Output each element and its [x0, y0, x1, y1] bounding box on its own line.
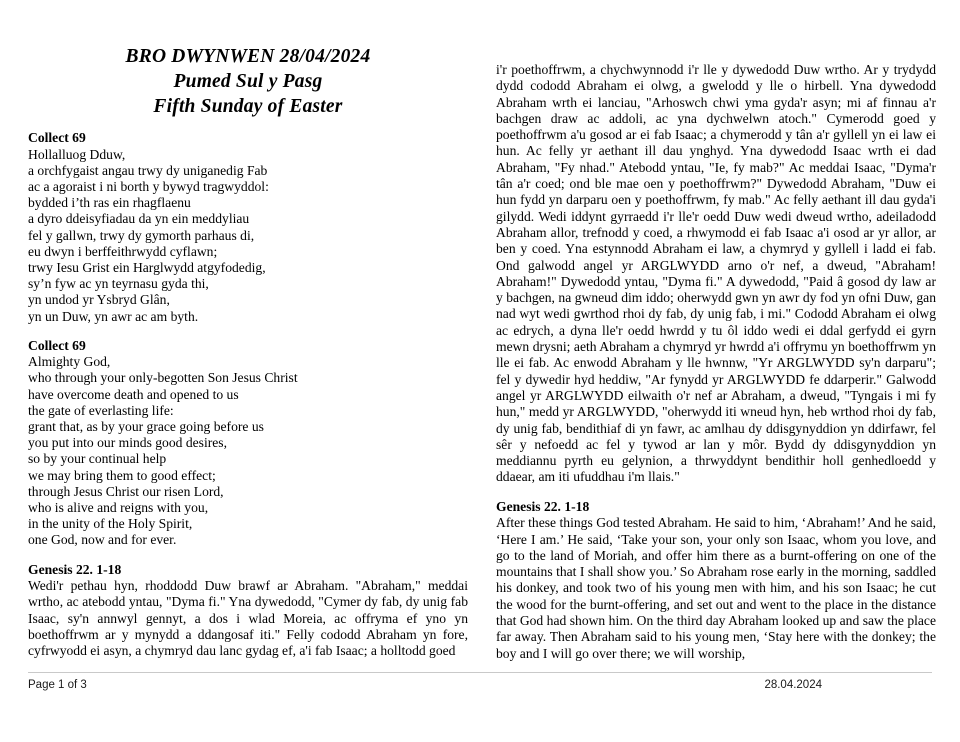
verse-line: yn undod yr Ysbryd Glân,: [28, 292, 170, 308]
reading-english-text: After these things God tested Abraham. He said to him, ‘Abraham!’ And he said, ‘Here I am.’ He said, ‘Take your son, your only son Isaac, whom you love, and go to the land of Moriah, and offer him there as a burnt-offering on one of the mountains that I shall show you.’ So Abraham rose early in the morning, saddled his donkey, and took two of his young men with him, and his son Isaac; he cut the wood for the burnt-offering, and set out and went to the place in the distance that God had shown him. On the third day Abraham looked up and saw the place far away. Then Abraham said to his young men, ‘Stay here with the donkey; the boy and I will go over there; we will worship,: [496, 515, 936, 661]
footer-divider: [28, 672, 932, 673]
page-footer: [28, 678, 932, 692]
verse-line: so by your continual help: [28, 451, 167, 467]
verse-line: grant that, as by your grace going before us: [28, 419, 264, 435]
verse-line: Almighty God,: [28, 354, 111, 370]
verse-line: who through your only-begotten Son Jesus Christ: [28, 370, 298, 386]
title-line-3: Fifth Sunday of Easter: [153, 96, 343, 117]
reading-english-heading: Genesis 22. 1-18: [496, 498, 590, 514]
verse-line: who is alive and reigns with you,: [28, 500, 209, 516]
reading-welsh-text: Wedi'r pethau hyn, rhoddodd Duw brawf ar Abraham. "Abraham," meddai wrtho, ac atebodd yntau, "Dyma fi." Yna dywedodd, "Cymer dy fab, dy unig fab Isaac, sy'n annwyl gennyt, a dos i wlad Moreia, ac offryma ef yno yn boethoffrwm ar y mynydd a ddangosaf iti." Felly cododd Abraham yn fore, cyfrwyodd ei asyn, a chymryd dau lanc gydag ef, a'i fab Isaac; a holltodd goed: [28, 578, 468, 659]
right-column: [496, 62, 936, 662]
verse-line: one God, now and for ever.: [28, 532, 177, 548]
verse-line: a orchfygaist angau trwy dy uniganedig Fab: [28, 162, 268, 178]
verse-line: ac a agoraist i ni borth y bywyd tragwyddol:: [28, 178, 269, 194]
page-title: [28, 44, 468, 119]
verse-line: bydded i’th ras ein rhagflaenu: [28, 195, 191, 211]
title-line-2: Pumed Sul y Pasg: [173, 71, 323, 92]
reading-welsh-heading: Genesis 22. 1-18: [28, 561, 122, 577]
verse-line: in the unity of the Holy Spirit,: [28, 516, 193, 532]
spacer: [28, 325, 468, 338]
spacer: [496, 486, 936, 499]
verse-line: a dyro ddeisyfiadau da yn ein meddyliau: [28, 211, 250, 227]
verse-line: Hollalluog Dduw,: [28, 146, 126, 162]
title-line-1: BRO DWYNWEN 28/04/2024: [125, 46, 371, 67]
verse-line: we may bring them to good effect;: [28, 467, 216, 483]
verse-line: fel y gallwn, trwy dy gymorth parhaus di,: [28, 227, 255, 243]
verse-line: sy’n fyw ac yn teyrnasu gyda thi,: [28, 276, 209, 292]
collect-english-heading: Collect 69: [28, 337, 86, 353]
footer-date: 28.04.2024: [764, 679, 822, 691]
reading-welsh-continued-text: i'r poethoffrwm, a chychwynnodd i'r lle y dywedodd Duw wrtho. Ar y trydydd dydd cododd Abraham ei olwg, a gwelodd y lle o hirbell. Yna dywedodd Abraham wrth ei lanciau, "Arhoswch chwi yma gyda'r asyn; mi af finnau a'r bachgen draw ac addoli, ac yna dychwelwn atoch." Cymerodd goed y poethoffrwm a'u gosod ar ei fab Isaac; a chymerodd y tân a'r gyllell yn ei law ei hun. Ac felly yr aethant ill dau ynghyd. Yna dywedodd Isaac wrth ei dad Abraham, "Fy nhad." Atebodd yntau, "Ie, fy mab?" Ac meddai Isaac, "Dyma'r tân a'r coed; ond ble mae oen y poethoffrwm?" Dywedodd Abraham, "Duw ei hun fydd yn darparu oen y poethoffrwm, fy mab." Ac felly aethant ill dau gyda'i gilydd. Wedi iddynt gyrraedd i'r lle'r oedd Duw wedi dweud wrtho, adeiladodd Abraham allor, trefnodd y coed, a rhwymodd ei fab Isaac a'i osod ar yr allor, ar ben y coed. Yna estynnodd Abraham ei law, a chymryd y gyllell i ladd ei fab. Ond galwodd angel yr ARGLWYDD arno o'r nef, a dweud, "Abraham! Abraham!" Dywedodd yntau, "Dyma fi." A dywedodd, "Paid â gosod dy law ar y bachgen, na gwneud dim iddo; oherwydd gwn yn awr dy fod yn ofni Duw, gan nad wyt wedi gwrthod rhoi dy fab, dy unig fab, i mi." Cododd Abraham ei olwg ac edrych, a dyna lle'r oedd hwrdd y tu ôl iddo wedi ei ddal gerfydd ei gyrn mewn drysni; aeth Abraham a chymryd yr hwrdd a'i offrymu yn boethoffrwm yn lle ei fab. Ac enwodd Abraham y lle hwnnw, "Yr ARGLWYDD sy'n darparu"; fel y dywedir hyd heddiw, "Ar fynydd yr ARGLWYDD fe ddarperir." Galwodd angel yr ARGLWYDD eilwaith o'r nef ar Abraham, a dweud, "Tyngais i mi fy hun," medd yr ARGLWYDD, "oherwydd iti wneud hyn, heb wrthod rhoi dy fab, dy unig fab, bendithiaf di yn fawr, ac amlhau dy ddisgynyddion yn ddirfawr, fel sêr y nefoedd ac fel y tywod ar lan y môr. Bydd dy ddisgynyddion yn meddiannu pyrth eu gelynion, a thrwyddynt bendithir holl genhedloedd y ddaear, am iti ufuddhau i'm llais.": [496, 62, 936, 485]
verse-line: through Jesus Christ our risen Lord,: [28, 483, 224, 499]
page-number-label: Page 1 of 3: [28, 679, 87, 691]
verse-line: you put into our minds good desires,: [28, 435, 227, 451]
left-column: [28, 130, 468, 660]
spacer: [28, 549, 468, 562]
collect-welsh-body: [28, 147, 468, 325]
verse-line: eu dwyn i berffeithrwydd cyflawn;: [28, 243, 218, 259]
verse-line: yn un Duw, yn awr ac am byth.: [28, 308, 199, 324]
verse-line: the gate of everlasting life:: [28, 402, 174, 418]
verse-line: have overcome death and opened to us: [28, 386, 239, 402]
verse-line: trwy Iesu Grist ein Harglwydd atgyfodedig,: [28, 259, 266, 275]
collect-english-body: [28, 354, 468, 548]
collect-welsh-heading: Collect 69: [28, 130, 86, 145]
